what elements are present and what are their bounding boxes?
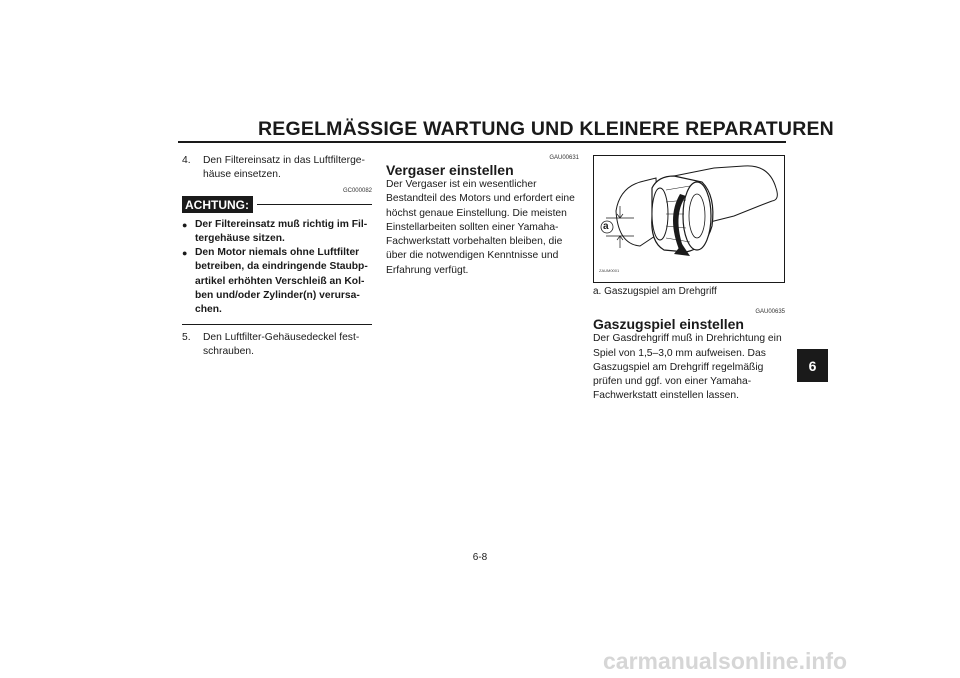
section-code: GAU00631 bbox=[549, 155, 579, 161]
left-column bbox=[182, 154, 372, 359]
figure-caption: a. Gaszugspiel am Drehgriff bbox=[593, 286, 717, 297]
middle-column bbox=[386, 154, 579, 278]
caution-code: GC000082 bbox=[342, 187, 372, 194]
caution-end-rule bbox=[182, 324, 372, 325]
caution-body bbox=[182, 218, 372, 318]
section-heading: Vergaser einstellen bbox=[386, 162, 514, 178]
section-code: GAU00635 bbox=[755, 309, 785, 316]
caution-item-text: Den Motor niemals ohne Luftfilter betreiben, da eindringende Staubpartikel erhöhten Verschleiß an Kolben und/oder Zylinder(n) verursachen. bbox=[195, 247, 368, 316]
caution-label: ACHTUNG: bbox=[182, 196, 253, 213]
right-column bbox=[593, 154, 785, 404]
figure-id: ZAUM0001 bbox=[599, 267, 620, 273]
step-4 bbox=[182, 154, 372, 183]
section-body: Der Gasdrehgriff muß in Drehrichtung ein Spiel von 1,5–3,0 mm aufweisen. Das Gaszugspiel am Drehgriff regelmäßig prüfen und ggf. von einer Yamaha-Fachwerkstatt einstellen lassen. bbox=[593, 333, 782, 402]
watermark: carmanualsonline.info bbox=[603, 648, 848, 674]
step-number: 5. bbox=[182, 331, 191, 343]
step-number: 4. bbox=[182, 155, 191, 166]
bullet-icon: ● bbox=[182, 248, 188, 259]
bullet-icon: ● bbox=[182, 219, 188, 230]
section-heading: Gaszugspiel einstellen bbox=[593, 316, 744, 333]
caution-header bbox=[182, 196, 372, 213]
throttle-grip-figure bbox=[593, 155, 785, 283]
caution-item bbox=[182, 246, 372, 317]
page-number: 6-8 bbox=[472, 552, 488, 563]
step-text: Den Luftfilter-Gehäusedeckel festschrauben. bbox=[203, 331, 360, 357]
throttle-grip-illustration-icon bbox=[594, 156, 784, 282]
title-rule bbox=[178, 141, 786, 143]
page-title: REGELMÄSSIGE WARTUNG UND KLEINERE REPARATUREN bbox=[258, 118, 834, 140]
caution-rule bbox=[257, 204, 372, 205]
chapter-tab: 6 bbox=[797, 349, 828, 382]
step-5 bbox=[182, 331, 372, 360]
caution-item bbox=[182, 218, 372, 247]
figure-label: a bbox=[603, 221, 609, 232]
caution-item-text: Der Filtereinsatz muß richtig im Filtergehäuse sitzen. bbox=[195, 218, 368, 244]
section-body: Der Vergaser ist ein wesentlicher Bestandteil des Motors und erfordert eine höchst genaue Einstellung. Die meisten Einstellarbeiten sollten einer Yamaha-Fachwerkstatt vorbehalten bleiben, die über die notwendigen Kenntnisse und Erfahrung verfügt. bbox=[386, 179, 575, 276]
step-text: Den Filtereinsatz in das Luftfiltergehäuse einsetzen. bbox=[203, 155, 365, 181]
